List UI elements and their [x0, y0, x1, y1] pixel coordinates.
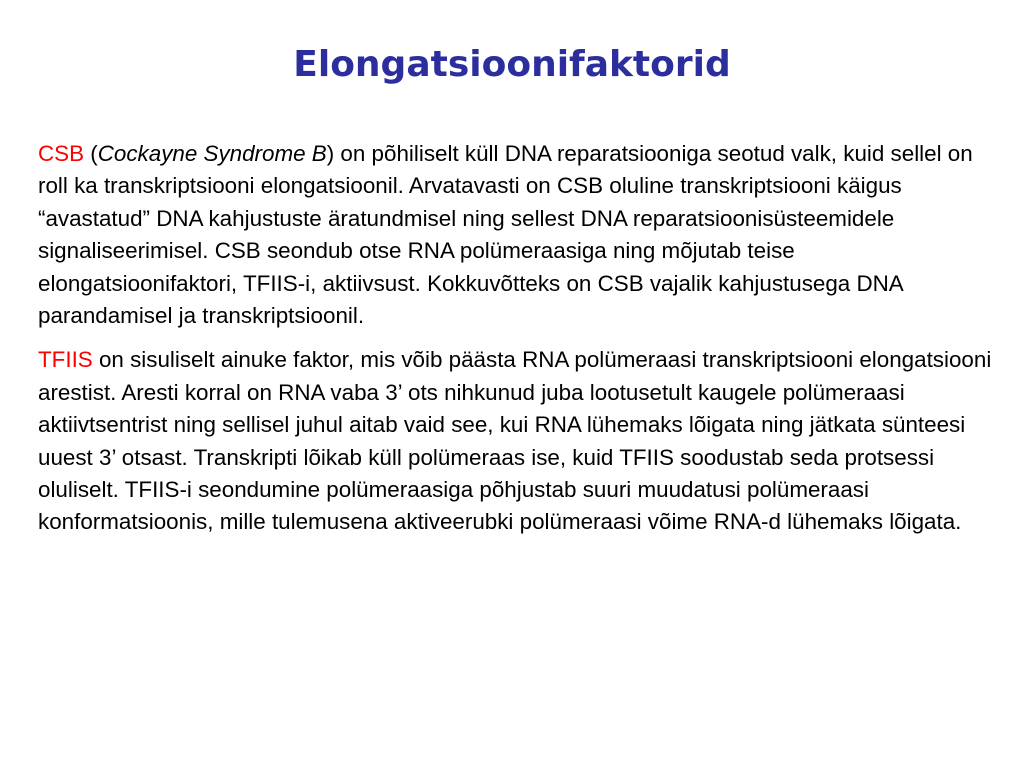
paragraph-tfiis — [38, 344, 998, 538]
keyword-csb: CSB — [38, 141, 85, 166]
csb-full-name: Cockayne Syndrome B — [97, 141, 327, 166]
open-paren: ( — [84, 141, 98, 166]
paragraph-csb — [38, 138, 998, 332]
close-paren: ) — [326, 141, 335, 166]
tfiis-description: on sisuliselt ainuke faktor, mis võib päästa RNA polümeraasi transkriptsiooni elongatsiooni arestist. Aresti korral on RNA vaba 3’ ots nihkunud juba lootusetult kaugele polümeraasi aktiivtsentrist ning sellisel juhul aitab vaid see, kui RNA lühemaks lõigata ning jätkata sünteesi uuest 3’ otsast. Transkripti lõikab küll polümeraas ise, kuid TFIIS soodustab seda protsessi oluliselt. TFIIS-i seondumine polümeraasiga põhjustab suuri muudatusi polümeraasi konformatsioonis, mille tulemusena aktiveerubki polümeraasi võime RNA-d lühemaks lõigata. — [38, 347, 992, 535]
csb-description: on põhiliselt küll DNA reparatsiooniga seotud valk, kuid sellel on roll ka transkriptsiooni elongatsioonil. Arvatavasti on CSB oluline transkriptsiooni käigus “avastatud” DNA kahjustuste äratundmisel ning sellest DNA reparatsioonisüsteemidele signaliseerimisel. CSB seondub otse RNA polümeraasiga ning mõjutab teise elongatsioonifaktori, TFIIS-i, aktiivsust. Kokkuvõtteks on CSB vajalik kahjustusega DNA parandamisel ja transkriptsioonil. — [38, 141, 973, 329]
slide-title: Elongatsioonifaktorid — [293, 44, 731, 85]
keyword-tfiis: TFIIS — [38, 347, 93, 373]
slide-body — [38, 138, 998, 551]
